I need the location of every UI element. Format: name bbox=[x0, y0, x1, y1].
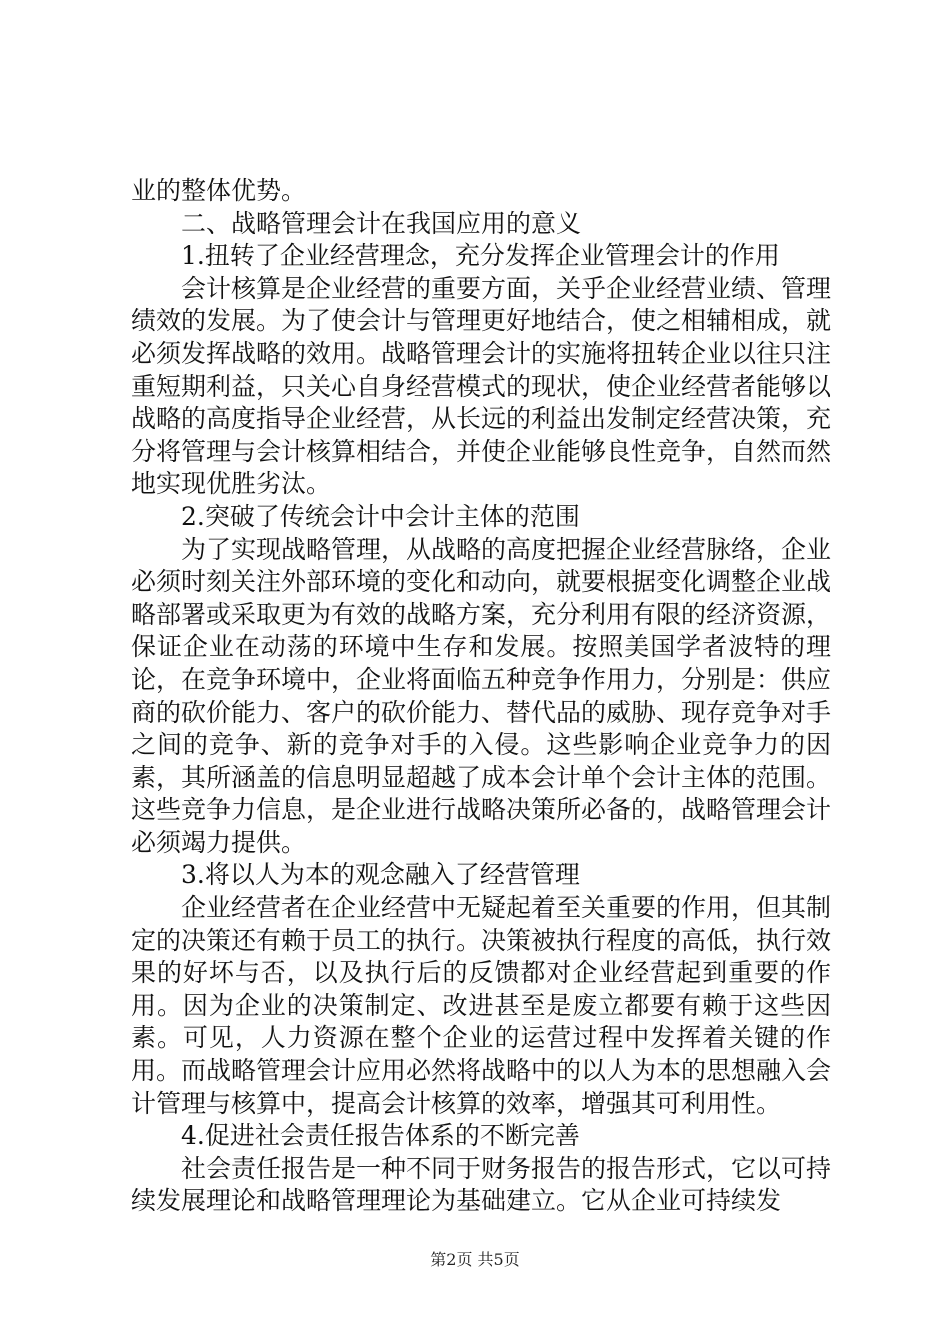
paragraph-2: 会计核算是企业经营的重要方面，关乎企业经营业绩、管理绩效的发展。为了使会计与管理更好地结合，使之相辅相成，就必须发挥战略的效用。战略管理会计的实施将扭转企业以往只注重短期利益，只关心自身经营模式的现状，使企业经营者能够以战略的高度指导企业经营，从长远的利益出发制定经营决策，充分将管理与会计核算相结合，并使企业能够良性竞争，自然而然地实现优胜劣汰。 bbox=[131, 273, 832, 499]
subheading-4: 4.促进社会责任报告体系的不断完善 bbox=[181, 1121, 580, 1151]
paragraph-4: 企业经营者在企业经营中无疑起着至关重要的作用，但其制定的决策还有赖于员工的执行。决策被执行程度的高低，执行效果的好坏与否，以及执行后的反馈都对企业经营起到重要的作用。因为企业的决策制定、改进甚至是废立都要有赖于这些因素。可见，人力资源在整个企业的运营过程中发挥着关键的作用。而战略管理会计应用必然将战略中的以人为本的思想融入会计管理与核算中，提高会计核算的效率，增强其可利用性。 bbox=[131, 893, 832, 1118]
page-footer: 第2页 共5页 bbox=[430, 1250, 520, 1269]
section-heading: 二、战略管理会计在我国应用的意义 bbox=[181, 208, 582, 238]
paragraph-5: 社会责任报告是一种不同于财务报告的报告形式，它以可持续发展理论和战略管理理论为基础建立。它从企业可持续发 bbox=[131, 1153, 832, 1216]
paragraph-1: 业的整体优势。 bbox=[131, 176, 307, 205]
body-text bbox=[131, 175, 831, 1218]
subheading-2: 2.突破了传统会计中会计主体的范围 bbox=[181, 501, 580, 531]
paragraph-3: 为了实现战略管理，从战略的高度把握企业经营脉络，企业必须时刻关注外部环境的变化和动向，就要根据变化调整企业战略部署或采取更为有效的战略方案，充分利用有限的经济资源，保证企业在动荡的环境中生存和发展。按照美国学者波特的理论，在竞争环境中，企业将面临五种竞争作用力，分别是：供应商的砍价能力、客户的砍价能力、替代品的威胁、现存竞争对手之间的竞争、新的竞争对手的入侵。这些影响企业竞争力的因素，其所涵盖的信息明显超越了成本会计单个会计主体的范围。这些竞争力信息，是企业进行战略决策所必备的，战略管理会计必须竭力提供。 bbox=[131, 534, 832, 857]
subheading-1: 1.扭转了企业经营理念，充分发挥企业管理会计的作用 bbox=[181, 241, 780, 271]
subheading-3: 3.将以人为本的观念融入了经营管理 bbox=[181, 860, 580, 890]
